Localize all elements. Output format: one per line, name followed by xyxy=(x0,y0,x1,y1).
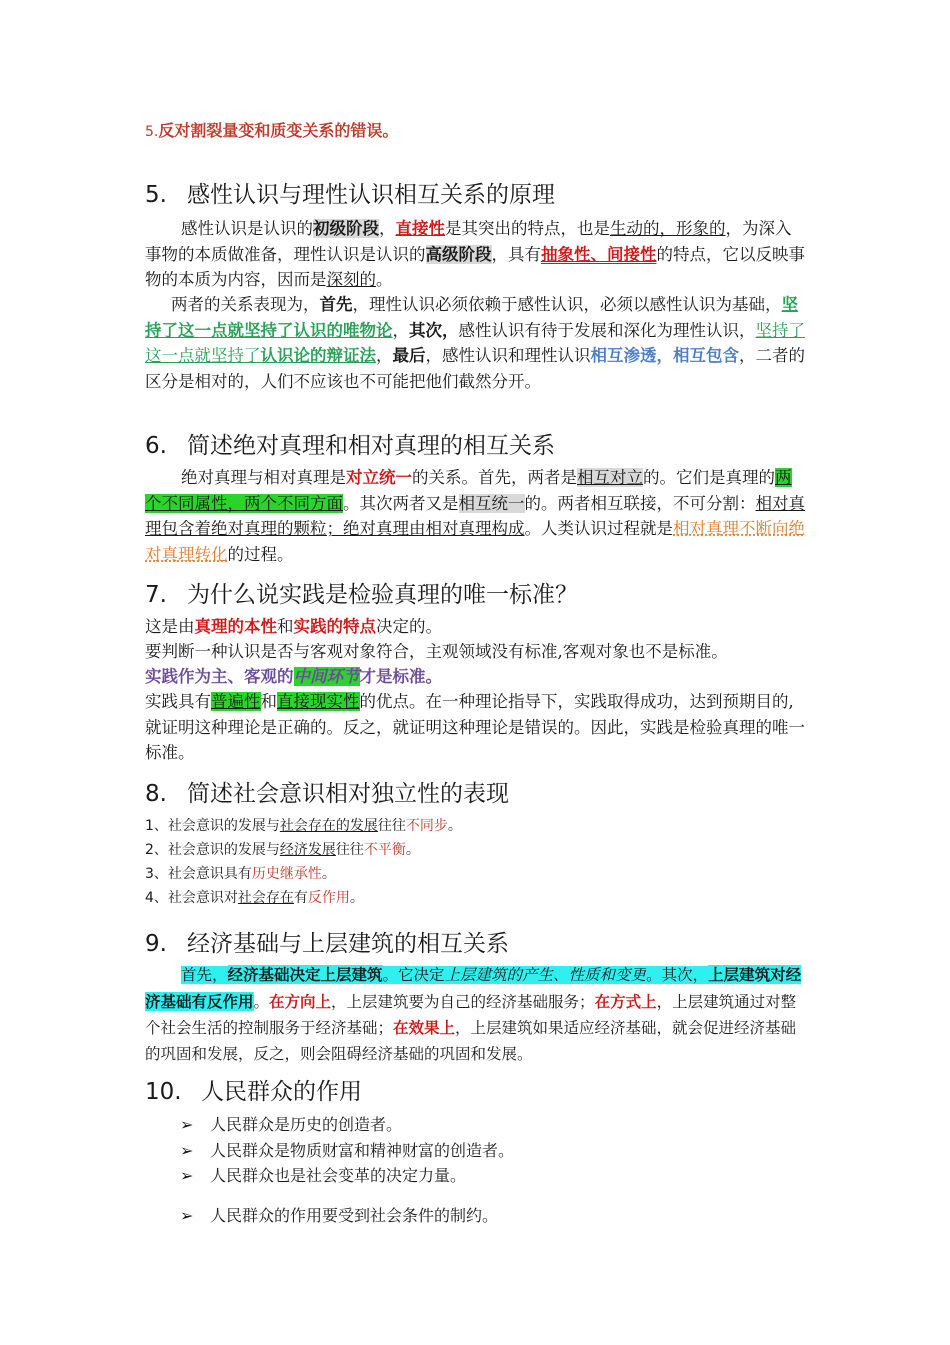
text-run: ， xyxy=(379,219,396,238)
section-7-paragraph xyxy=(145,689,807,766)
text-run: 相互对立 xyxy=(577,468,643,487)
text-run: 两个不同属性，两个不同方面 xyxy=(145,468,792,513)
text-run: 首先， xyxy=(181,966,228,984)
text-run: 感性认识是认识的 xyxy=(181,219,313,238)
section-5-paragraph-2 xyxy=(145,292,807,394)
text-run: 才是标准。 xyxy=(359,667,442,686)
text-run: 。它决定 xyxy=(382,966,445,984)
section-8-item-3 xyxy=(145,862,336,886)
text-run: 。 xyxy=(321,866,336,882)
text-run: ，上层建筑如果适应经济基础，就会促进经济基础的巩固和发展，反之，则会阻碍经济基础的巩固和发展。 xyxy=(145,1019,797,1063)
arrow-bullet-icon: ➢ xyxy=(180,1141,194,1160)
text-run: 上层建筑的产生、性质和变更 xyxy=(444,966,647,984)
text-run: 的。它们是真理的 xyxy=(643,468,775,487)
text-run: 普遍性 xyxy=(211,692,261,711)
text-run: 反作用 xyxy=(307,890,350,906)
text-run: 坚持了这一点就坚持了 xyxy=(145,320,805,365)
text-run: ，上层建筑要为自己的经济基础服务； xyxy=(331,992,595,1011)
text-run: 社会存在 xyxy=(237,890,294,906)
arrow-bullet-icon: ➢ xyxy=(180,1206,194,1225)
text-run: 相互渗透，相互包含 xyxy=(590,346,739,365)
bullet-item xyxy=(180,1203,498,1226)
text-run: 的特点，它以反映事物的本质为内容，因而是 xyxy=(145,244,805,289)
text-run: 的优点。在一种理论指导下，实践取得成功，达到预期目的,就证明这种理论是正确的。反之，就证明这种理论是错误的。因此，实践是检验真理的唯一标准。 xyxy=(145,692,805,762)
text-run: 经济发展 xyxy=(279,842,336,858)
text-run: 生动的，形象的 xyxy=(610,219,726,238)
text-run: 不平衡 xyxy=(363,842,406,858)
text-run: 和 xyxy=(260,692,277,711)
text-run: 这是由 xyxy=(145,617,195,636)
text-run: 。 xyxy=(405,842,420,858)
bullet-item xyxy=(180,1138,514,1161)
text-run: 其次， xyxy=(409,320,459,340)
text-run: 最后 xyxy=(392,346,426,365)
text-run: 在方向上 xyxy=(269,991,332,1011)
section-6-heading: 6. 简述绝对真理和相对真理的相互关系 xyxy=(145,433,555,459)
text-run: 。人类认识过程就是 xyxy=(524,519,673,538)
section-9-heading: 9. 经济基础与上层建筑的相互关系 xyxy=(145,931,509,957)
text-run: 人民群众也是社会变革的决定力量。 xyxy=(210,1166,467,1185)
text-run: 直接性 xyxy=(395,219,445,238)
text-run: 经济基础决定上层建筑 xyxy=(227,965,383,984)
text-run: 4、社会意识对 xyxy=(145,890,238,906)
text-run: 社会存在的发展 xyxy=(279,818,378,834)
text-run: 。 xyxy=(253,992,270,1011)
text-run: 深刻的 xyxy=(326,270,376,289)
text-run: 1、社会意识的发展与 xyxy=(145,818,280,834)
text-run: 相对真理包含着绝对真理的颗粒；绝对真理由相对真理构成 xyxy=(145,493,805,538)
section-5-paragraph-1 xyxy=(145,216,807,293)
text-run: ，具有 xyxy=(491,244,541,264)
text-run: 两者的关系表现为， xyxy=(171,295,320,314)
text-run: 抽象性、间接性 xyxy=(541,244,657,264)
text-run: 的。两者相互联接，不可分割： xyxy=(524,493,756,513)
text-run: 认识论的辩证法 xyxy=(260,346,376,365)
bullet-item xyxy=(180,1112,402,1135)
text-run: 实践的特点 xyxy=(293,617,376,636)
section-10-heading: 10. 人民群众的作用 xyxy=(145,1079,362,1105)
section-5-heading: 5. 感性认识与理性认识相互关系的原理 xyxy=(145,182,555,208)
text-run: 在效果上 xyxy=(393,1018,456,1037)
text-run: 高级阶段 xyxy=(425,244,492,264)
section-7-line-3 xyxy=(145,664,807,690)
text-run: 人民群众的作用要受到社会条件的制约。 xyxy=(210,1206,499,1225)
section-7-heading: 7. 为什么说实践是检验真理的唯一标准？ xyxy=(145,582,578,608)
text-run: 相互统一 xyxy=(458,493,525,513)
text-run: 实践具有 xyxy=(145,692,211,711)
text-run: ， xyxy=(376,346,393,365)
arrow-bullet-icon: ➢ xyxy=(180,1115,194,1134)
arrow-bullet-icon: ➢ xyxy=(180,1166,194,1185)
text-run: 直接现实性 xyxy=(277,692,360,711)
text-run: 是其突出的特点，也是 xyxy=(445,219,610,238)
text-run: 要判断一种认识是否与客观对象符合，主观领域没有标准,客观对象也不是标准。 xyxy=(145,642,728,661)
text-run: 中间环节 xyxy=(293,667,360,686)
text-run: 有 xyxy=(293,890,308,906)
text-run: 在方式上 xyxy=(594,991,657,1011)
text-run: 历史继承性 xyxy=(251,866,322,882)
text-run: ，理性认识必须依赖于感性认识，必须以感性认识为基础， xyxy=(352,295,782,314)
text-run: ， xyxy=(392,320,409,340)
text-run: 首先 xyxy=(319,295,353,314)
text-run: 决定的。 xyxy=(376,617,442,636)
section-8-item-1 xyxy=(145,814,462,838)
text-run: 坚持了这一点就坚持了认识的唯物论 xyxy=(145,295,798,340)
text-run: 不同步 xyxy=(405,818,448,834)
text-run: ，二者的区分是相对的，人们不应该也不可能把他们截然分开。 xyxy=(145,346,805,391)
text-run: 真理的本性 xyxy=(194,617,277,636)
section-9-paragraph xyxy=(145,962,807,1067)
section-8-item-2 xyxy=(145,838,420,862)
section-8-heading: 8. 简述社会意识相对独立性的表现 xyxy=(145,781,509,807)
text-run: 3、社会意识具有 xyxy=(145,866,252,882)
text-run: 相对真理不断向绝对真理转化 xyxy=(145,519,805,564)
text-run: 对立统一 xyxy=(346,468,412,487)
text-run: 和 xyxy=(277,617,294,636)
text-run: 的过程。 xyxy=(227,544,294,564)
text-run: 往往 xyxy=(377,818,406,834)
text-run: ，感性认识和理性认识 xyxy=(425,346,591,365)
text-run: 2、社会意识的发展与 xyxy=(145,842,280,858)
text-run: 。其次， xyxy=(646,966,709,984)
text-run: ，为深入事物的本质做准备，理性认识是认识的 xyxy=(145,219,792,264)
text-run: 。 xyxy=(349,890,364,906)
text-run: 感性认识有待于发展和深化为理性认识， xyxy=(458,320,756,340)
text-run: 。 xyxy=(376,270,393,289)
section-7-line-2 xyxy=(145,639,825,665)
text-run: 绝对真理与相对真理是 xyxy=(181,468,346,487)
text-run: 。其次两者又是 xyxy=(343,493,459,513)
text-run: 人民群众是物质财富和精神财富的创造者。 xyxy=(210,1141,515,1160)
section-7-line-1 xyxy=(145,614,807,640)
text-run: 往往 xyxy=(335,842,364,858)
text-run: 初级阶段 xyxy=(313,219,379,238)
section-8-item-4 xyxy=(145,886,364,910)
section-6-paragraph xyxy=(145,465,807,567)
bullet-item xyxy=(180,1163,466,1186)
text-run: 实践作为主、客观的 xyxy=(145,667,294,686)
text-run: 上层建筑对经济基础有反作用 xyxy=(145,965,802,1011)
text-run: 的关系。首先，两者是 xyxy=(412,468,577,487)
text-run: ，上层建筑通过对整个社会生活的控制服务于经济基础； xyxy=(145,992,797,1037)
text-run: 人民群众是历史的创造者。 xyxy=(210,1115,403,1134)
text-run: 。 xyxy=(447,818,462,834)
top-line: 5.反对割裂量变和质变关系的错误。 xyxy=(145,121,399,140)
